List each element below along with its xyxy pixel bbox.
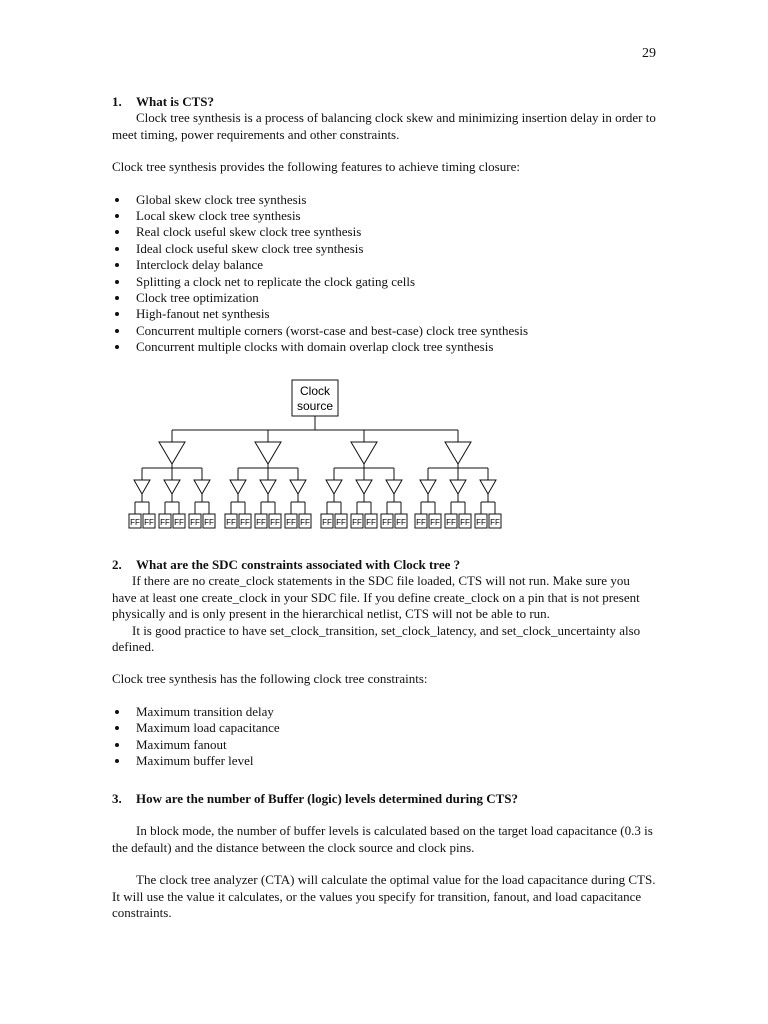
flip-flop-label: FF — [240, 518, 250, 527]
flip-flop-label: FF — [256, 518, 266, 527]
list-item: Real clock useful skew clock tree synthesis — [112, 224, 657, 240]
clock-source-label-line1: Clock — [299, 384, 331, 398]
list-item: Concurrent multiple corners (worst-case and best-case) clock tree synthesis — [112, 323, 657, 339]
buffer-level-2 — [164, 480, 180, 494]
flip-flop-label: FF — [160, 518, 170, 527]
buffer-level-2 — [260, 480, 276, 494]
list-item: Ideal clock useful skew clock tree synthesis — [112, 241, 657, 257]
buffer-level-2 — [420, 480, 436, 494]
section-1-title: What is CTS? — [136, 94, 215, 109]
section-1 — [112, 94, 657, 356]
buffer-level-2 — [356, 480, 372, 494]
buffer-level-2 — [480, 480, 496, 494]
page-number: 29 — [642, 46, 656, 61]
buffer-level-2 — [134, 480, 150, 494]
buffer-level-1 — [351, 442, 377, 464]
flip-flop-label: FF — [446, 518, 456, 527]
section-1-number: 1. — [112, 94, 122, 109]
buffer-level-2 — [326, 480, 342, 494]
section-1-paragraph-1: Clock tree synthesis is a process of balancing clock skew and minimizing insertion delay in order to meet timing, power requirements and other constraints. — [112, 110, 656, 142]
buffer-level-1 — [159, 442, 185, 464]
buffer-level-2 — [290, 480, 306, 494]
buffer-level-2 — [230, 480, 246, 494]
flip-flop-label: FF — [476, 518, 486, 527]
flip-flop-label: FF — [382, 518, 392, 527]
buffer-level-2 — [386, 480, 402, 494]
list-item: Maximum load capacitance — [112, 720, 657, 736]
flip-flop-label: FF — [144, 518, 154, 527]
list-item: High-fanout net synthesis — [112, 306, 657, 322]
flip-flop-label: FF — [270, 518, 280, 527]
flip-flop-label: FF — [352, 518, 362, 527]
list-item: Local skew clock tree synthesis — [112, 208, 657, 224]
section-2-paragraph-1: If there are no create_clock statements in the SDC file loaded, CTS will not run. Make sure you have at least one create_clock in your SDC file. If you define create_clock on a pin that is not present physically and is only present in the hierarchical netlist, CTS will not be able to run. — [112, 573, 640, 622]
clock-source-label-line2: source — [296, 399, 334, 413]
flip-flop-label: FF — [300, 518, 310, 527]
section-2-paragraph-3: Clock tree synthesis has the following clock tree constraints: — [112, 671, 428, 687]
section-1-paragraph-2: Clock tree synthesis provides the following features to achieve timing closure: — [112, 159, 520, 175]
flip-flop-label: FF — [366, 518, 376, 527]
flip-flop-label: FF — [490, 518, 500, 527]
flip-flop-label: FF — [204, 518, 214, 527]
flip-flop-label: FF — [190, 518, 200, 527]
constraints-list — [112, 704, 657, 770]
flip-flop-label: FF — [396, 518, 406, 527]
flip-flop-label: FF — [174, 518, 184, 527]
section-3-title: How are the number of Buffer (logic) levels determined during CTS? — [136, 791, 519, 806]
list-item: Interclock delay balance — [112, 257, 657, 273]
flip-flop-label: FF — [460, 518, 470, 527]
flip-flop-label: FF — [416, 518, 426, 527]
list-item: Maximum transition delay — [112, 704, 657, 720]
section-3-number: 3. — [112, 791, 122, 806]
list-item: Global skew clock tree synthesis — [112, 192, 657, 208]
list-item: Splitting a clock net to replicate the clock gating cells — [112, 274, 657, 290]
section-3-heading — [112, 791, 657, 807]
section-2-title: What are the SDC constraints associated with Clock tree ? — [136, 557, 461, 572]
flip-flop-label: FF — [286, 518, 296, 527]
flip-flop-label: FF — [430, 518, 440, 527]
section-2-number: 2. — [112, 557, 122, 572]
buffer-level-1 — [255, 442, 281, 464]
section-3-paragraph-1: In block mode, the number of buffer levels is calculated based on the target load capacitance (0.3 is the default) and the distance between the clock source and clock pins. — [112, 823, 653, 855]
buffer-level-2 — [194, 480, 210, 494]
features-list — [112, 192, 657, 356]
list-item: Clock tree optimization — [112, 290, 657, 306]
section-2 — [112, 557, 657, 769]
flip-flop-label: FF — [336, 518, 346, 527]
section-2-paragraph-2: It is good practice to have set_clock_transition, set_clock_latency, and set_clock_uncertainty also defined. — [112, 622, 641, 655]
section-3-paragraph-2: The clock tree analyzer (CTA) will calculate the optimal value for the load capacitance during CTS. It will use the value it calculates, or the values you specify for transition, fanout, and load capacitance constraints. — [112, 872, 656, 921]
list-item: Concurrent multiple clocks with domain overlap clock tree synthesis — [112, 339, 657, 355]
flip-flop-label: FF — [226, 518, 236, 527]
flip-flop-label: FF — [322, 518, 332, 527]
buffer-level-2 — [450, 480, 466, 494]
section-3 — [112, 791, 657, 921]
buffer-level-1 — [445, 442, 471, 464]
flip-flop-label: FF — [130, 518, 140, 527]
list-item: Maximum buffer level — [112, 753, 657, 769]
section-2-heading — [112, 557, 657, 573]
section-1-heading — [112, 94, 657, 110]
list-item: Maximum fanout — [112, 737, 657, 753]
clock-tree-diagram — [0, 370, 768, 535]
